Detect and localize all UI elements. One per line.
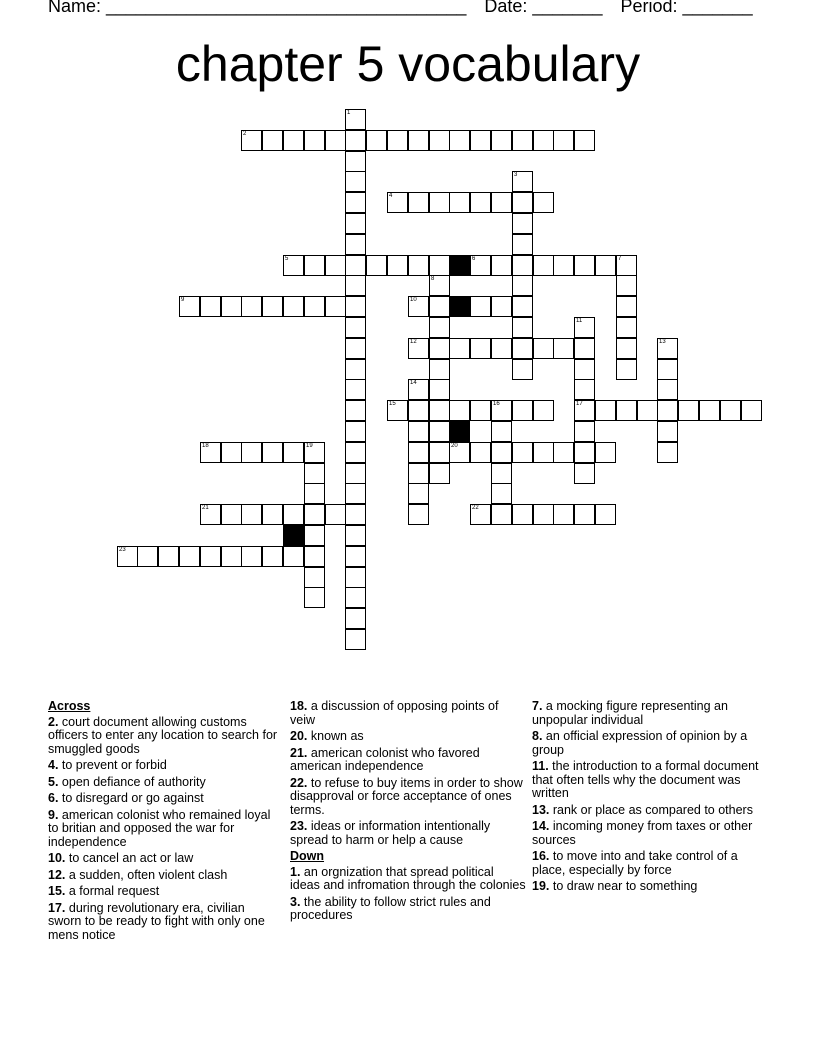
grid-cell[interactable] [429,255,450,276]
clue-text: to draw near to something [549,879,698,893]
grid-cell[interactable] [221,442,242,463]
clue-number-label: 3. [290,894,301,909]
clue-number-label: 12. [48,867,66,882]
grid-cell[interactable] [429,192,450,213]
clue-number: 15 [389,401,396,407]
grid-cell[interactable] [512,171,533,192]
grid-cell[interactable] [574,379,595,400]
grid-cell[interactable] [616,296,637,317]
grid-cell[interactable] [345,400,366,421]
clue-text: a formal request [65,884,160,898]
clue-item [290,700,526,727]
grid-cell[interactable] [699,400,720,421]
grid-cell[interactable] [408,379,429,400]
clue-text: during revolutionary era, civilian sworn to be ready to fight with only one mens notice [48,900,265,942]
grid-cell[interactable] [262,504,283,525]
grid-cell[interactable] [304,546,325,567]
clue-number: 22 [472,505,479,511]
clue-text: a mocking figure representing an unpopular individual [532,699,728,727]
clue-text: an orgnization that spread political ideas and infromation through the colonies [290,864,526,892]
clue-number: 23 [119,547,126,553]
clue-number-label: 21. [290,745,308,760]
grid-cell[interactable] [512,234,533,255]
clue-item [48,902,280,943]
clue-item [48,792,280,806]
grid-cell[interactable] [345,296,366,317]
grid-cell[interactable] [221,546,242,567]
clue-number-label: 22. [290,775,308,790]
clue-number: 18 [202,443,209,449]
grid-cell[interactable] [241,546,262,567]
grid-cell[interactable] [512,338,533,359]
grid-cell[interactable] [241,296,262,317]
grid-cell[interactable] [345,567,366,588]
clue-item [48,809,280,850]
grid-cell[interactable] [262,130,283,151]
clue-text: ideas or information intentionally spread to harm or help a cause [290,819,491,847]
clue-item [48,776,280,790]
clue-number: 12 [410,339,417,345]
grid-cell[interactable] [533,192,554,213]
clue-item [532,804,760,818]
grid-cell[interactable] [574,338,595,359]
black-square [449,255,470,276]
clue-number-label: 5. [48,774,59,789]
clue-text: to disregard or go against [58,791,204,805]
grid-cell[interactable] [408,338,429,359]
grid-cell[interactable] [491,483,512,504]
grid-cell[interactable] [429,275,450,296]
grid-cell[interactable] [345,379,366,400]
grid-cell[interactable] [262,546,283,567]
clue-number-label: 13. [532,802,550,817]
grid-cell[interactable] [408,421,429,442]
grid-cell[interactable] [553,130,574,151]
grid-cell[interactable] [345,629,366,650]
grid-cell[interactable] [200,442,221,463]
clue-text: a sudden, often violent clash [65,867,228,882]
clue-item [290,896,526,923]
clue-text: a discussion of opposing points of veiw [290,699,499,727]
grid-cell[interactable] [595,400,616,421]
clue-number: 9 [181,297,185,303]
grid-cell[interactable] [366,130,387,151]
grid-cell[interactable] [345,275,366,296]
clue-number-label: 18. [290,699,308,713]
grid-cell[interactable] [574,504,595,525]
clues-column-1 [48,700,280,945]
grid-cell[interactable] [574,421,595,442]
grid-cell[interactable] [491,338,512,359]
clue-text: to cancel an act or law [65,851,194,865]
clue-text: incoming money from taxes or other sources [532,819,753,847]
grid-cell[interactable] [470,255,491,276]
clue-number: 10 [410,297,417,303]
grid-cell[interactable] [657,379,678,400]
grid-cell[interactable] [262,296,283,317]
grid-cell[interactable] [678,400,699,421]
grid-cell[interactable] [304,255,325,276]
clue-number: 3 [514,172,518,178]
grid-cell[interactable] [470,192,491,213]
period-field-label[interactable]: Period: _______ [620,0,753,16]
grid-cell[interactable] [283,130,304,151]
clue-text: to move into and take control of a place, especially by force [532,849,738,877]
grid-cell[interactable] [574,359,595,380]
grid-cell[interactable] [533,504,554,525]
clue-text: american colonist who remained loyal to britian and opposed the war for independence [48,807,271,849]
grid-cell[interactable] [741,400,762,421]
clue-item [532,820,760,847]
grid-cell[interactable] [179,546,200,567]
clue-number-label: 16. [532,849,550,863]
grid-cell[interactable] [283,504,304,525]
clue-item [290,777,526,818]
grid-cell[interactable] [533,338,554,359]
grid-cell[interactable] [533,400,554,421]
grid-cell[interactable] [345,504,366,525]
clue-number-label: 19. [532,879,550,893]
clue-number-label: 14. [532,819,550,833]
grid-cell[interactable] [345,213,366,234]
grid-cell[interactable] [574,442,595,463]
clue-number-label: 15. [48,884,66,898]
grid-cell[interactable] [283,546,304,567]
clue-number-label: 4. [48,758,59,772]
grid-cell[interactable] [429,463,450,484]
grid-cell[interactable] [345,255,366,276]
grid-cell[interactable] [657,338,678,359]
grid-cell[interactable] [283,296,304,317]
grid-cell[interactable] [241,504,262,525]
grid-cell[interactable] [408,442,429,463]
grid-cell[interactable] [304,525,325,546]
clue-number: 7 [618,256,622,262]
clue-number: 20 [451,443,458,449]
grid-cell[interactable] [387,255,408,276]
grid-cell[interactable] [512,400,533,421]
grid-cell[interactable] [325,504,346,525]
grid-cell[interactable] [491,192,512,213]
clue-number: 17 [576,401,583,407]
grid-cell[interactable] [429,338,450,359]
black-square [449,296,470,317]
date-field-label[interactable]: Date: _______ [484,0,603,16]
grid-cell[interactable] [470,338,491,359]
clue-text: rank or place as compared to others [549,802,753,817]
clue-number: 6 [472,256,476,262]
grid-cell[interactable] [512,317,533,338]
grid-cell[interactable] [429,421,450,442]
grid-cell[interactable] [720,400,741,421]
clue-text: known as [307,729,364,743]
grid-cell[interactable] [574,130,595,151]
grid-cell[interactable] [221,504,242,525]
grid-cell[interactable] [533,442,554,463]
grid-cell[interactable] [325,255,346,276]
grid-cell[interactable] [616,317,637,338]
clue-number: 14 [410,380,417,386]
grid-cell[interactable] [387,192,408,213]
grid-cell[interactable] [574,317,595,338]
grid-cell[interactable] [491,296,512,317]
grid-cell[interactable] [533,130,554,151]
grid-cell[interactable] [553,442,574,463]
grid-cell[interactable] [449,400,470,421]
grid-cell[interactable] [512,442,533,463]
clue-item [290,820,526,847]
grid-cell[interactable] [533,255,554,276]
clue-number-label: 20. [290,729,308,743]
grid-cell[interactable] [408,192,429,213]
grid-cell[interactable] [200,504,221,525]
grid-cell[interactable] [553,255,574,276]
grid-cell[interactable] [429,442,450,463]
grid-cell[interactable] [470,400,491,421]
grid-cell[interactable] [429,379,450,400]
grid-cell[interactable] [491,255,512,276]
grid-cell[interactable] [345,317,366,338]
grid-cell[interactable] [304,504,325,525]
grid-cell[interactable] [345,421,366,442]
grid-cell[interactable] [429,130,450,151]
grid-cell[interactable] [657,442,678,463]
grid-cell[interactable] [470,296,491,317]
grid-cell[interactable] [595,504,616,525]
grid-cell[interactable] [325,296,346,317]
clue-number-label: 10. [48,851,66,865]
grid-cell[interactable] [345,338,366,359]
clue-text: the ability to follow strict rules and procedures [290,894,491,922]
clue-number-label: 11. [532,759,549,773]
page-title: chapter 5 vocabulary [175,36,641,92]
grid-cell[interactable] [117,546,138,567]
grid-cell[interactable] [304,587,325,608]
clue-text: to prevent or forbid [58,758,167,772]
clue-number-label: 7. [532,699,543,713]
grid-cell[interactable] [512,130,533,151]
grid-cell[interactable] [657,359,678,380]
grid-cell[interactable] [200,546,221,567]
clue-item [532,760,760,801]
clue-item [532,880,760,894]
clue-text: american colonist who favored american independence [290,745,480,773]
clues-column-3 [532,700,760,897]
grid-cell[interactable] [616,338,637,359]
clue-item [290,747,526,774]
grid-cell[interactable] [408,504,429,525]
clue-text: to refuse to buy items in order to show disapproval or force acceptance of ones terms. [290,775,523,817]
grid-cell[interactable] [553,338,574,359]
grid-cell[interactable] [616,255,637,276]
grid-cell[interactable] [491,130,512,151]
grid-cell[interactable] [429,359,450,380]
grid-cell[interactable] [262,442,283,463]
grid-cell[interactable] [616,400,637,421]
clue-number-label: 1. [290,864,301,879]
grid-cell[interactable] [325,130,346,151]
clue-text: open defiance of authority [58,774,206,789]
grid-cell[interactable] [429,296,450,317]
grid-cell[interactable] [345,109,366,130]
grid-cell[interactable] [345,192,366,213]
grid-cell[interactable] [574,463,595,484]
grid-cell[interactable] [512,213,533,234]
grid-cell[interactable] [637,400,658,421]
grid-cell[interactable] [345,608,366,629]
grid-cell[interactable] [553,504,574,525]
grid-cell[interactable] [221,296,242,317]
grid-cell[interactable] [512,275,533,296]
grid-cell[interactable] [512,296,533,317]
clue-item [48,759,280,773]
clue-item [532,730,760,757]
grid-cell[interactable] [345,171,366,192]
clue-item [48,885,280,899]
clue-text: the introduction to a formal document that often tells why the document was written [532,759,759,800]
grid-cell[interactable] [345,546,366,567]
grid-cell[interactable] [512,359,533,380]
grid-cell[interactable] [595,255,616,276]
name-field-label[interactable]: Name: ____________________________________ [48,0,467,16]
grid-cell[interactable] [491,400,512,421]
grid-cell[interactable] [345,525,366,546]
clue-number: 11 [576,318,583,324]
clue-item [290,866,526,893]
grid-cell[interactable] [304,483,325,504]
grid-cell[interactable] [657,400,678,421]
grid-cell[interactable] [179,296,200,317]
grid-cell[interactable] [512,255,533,276]
grid-cell[interactable] [304,296,325,317]
grid-cell[interactable] [491,421,512,442]
grid-cell[interactable] [616,359,637,380]
clue-number-label: 8. [532,729,543,743]
grid-cell[interactable] [304,130,325,151]
grid-cell[interactable] [345,359,366,380]
clues-column-2 [290,700,526,926]
grid-cell[interactable] [158,546,179,567]
clue-number: 5 [285,256,289,262]
grid-cell[interactable] [304,442,325,463]
clue-number-label: 17. [48,900,66,915]
clue-number: 16 [493,401,500,407]
clue-text: an official expression of opinion by a group [532,729,748,757]
clue-number: 8 [431,276,435,282]
clue-number-label: 23. [290,819,308,833]
grid-cell[interactable] [345,483,366,504]
grid-cell[interactable] [304,567,325,588]
grid-cell[interactable] [491,442,512,463]
grid-cell[interactable] [491,463,512,484]
grid-cell[interactable] [283,442,304,463]
grid-cell[interactable] [387,130,408,151]
clue-number: 13 [659,339,666,345]
grid-cell[interactable] [657,421,678,442]
clue-item [532,850,760,877]
clue-item [48,869,280,883]
grid-cell[interactable] [387,400,408,421]
grid-cell[interactable] [512,504,533,525]
grid-cell[interactable] [408,255,429,276]
clue-number: 1 [347,110,351,116]
down-heading: Down [290,849,325,863]
grid-cell[interactable] [408,400,429,421]
grid-cell[interactable] [449,130,470,151]
grid-cell[interactable] [408,130,429,151]
grid-cell[interactable] [470,130,491,151]
clue-item [532,700,760,727]
clue-number: 19 [306,443,313,449]
clue-item [48,716,280,757]
clue-item [290,730,526,744]
clue-item [48,852,280,866]
grid-cell[interactable] [200,296,221,317]
across-heading: Across [48,699,91,713]
grid-cell[interactable] [241,442,262,463]
grid-cell[interactable] [345,463,366,484]
grid-cell[interactable] [429,400,450,421]
grid-cell[interactable] [470,442,491,463]
grid-cell[interactable] [137,546,158,567]
grid-cell[interactable] [345,130,366,151]
grid-cell[interactable] [470,504,491,525]
grid-cell[interactable] [345,442,366,463]
clue-number-label: 9. [48,807,59,822]
grid-cell[interactable] [304,463,325,484]
clue-number: 21 [202,505,209,511]
grid-cell[interactable] [512,192,533,213]
grid-cell[interactable] [408,483,429,504]
black-square [283,525,304,546]
grid-cell[interactable] [241,130,262,151]
grid-cell[interactable] [595,442,616,463]
grid-cell[interactable] [345,234,366,255]
clue-text: court document allowing customs officers to enter any location to search for smuggled goods [48,714,278,756]
grid-cell[interactable] [429,317,450,338]
grid-cell[interactable] [574,400,595,421]
clue-number: 2 [243,131,247,137]
clue-number-label: 6. [48,791,59,805]
grid-cell[interactable] [345,151,366,172]
grid-cell[interactable] [408,296,429,317]
grid-cell[interactable] [574,255,595,276]
grid-cell[interactable] [366,255,387,276]
grid-cell[interactable] [449,338,470,359]
grid-cell[interactable] [408,463,429,484]
grid-cell[interactable] [616,275,637,296]
grid-cell[interactable] [491,504,512,525]
grid-cell[interactable] [449,442,470,463]
grid-cell[interactable] [345,587,366,608]
clue-number: 4 [389,193,393,199]
clue-number-label: 2. [48,714,59,729]
grid-cell[interactable] [449,192,470,213]
black-square [449,421,470,442]
grid-cell[interactable] [283,255,304,276]
